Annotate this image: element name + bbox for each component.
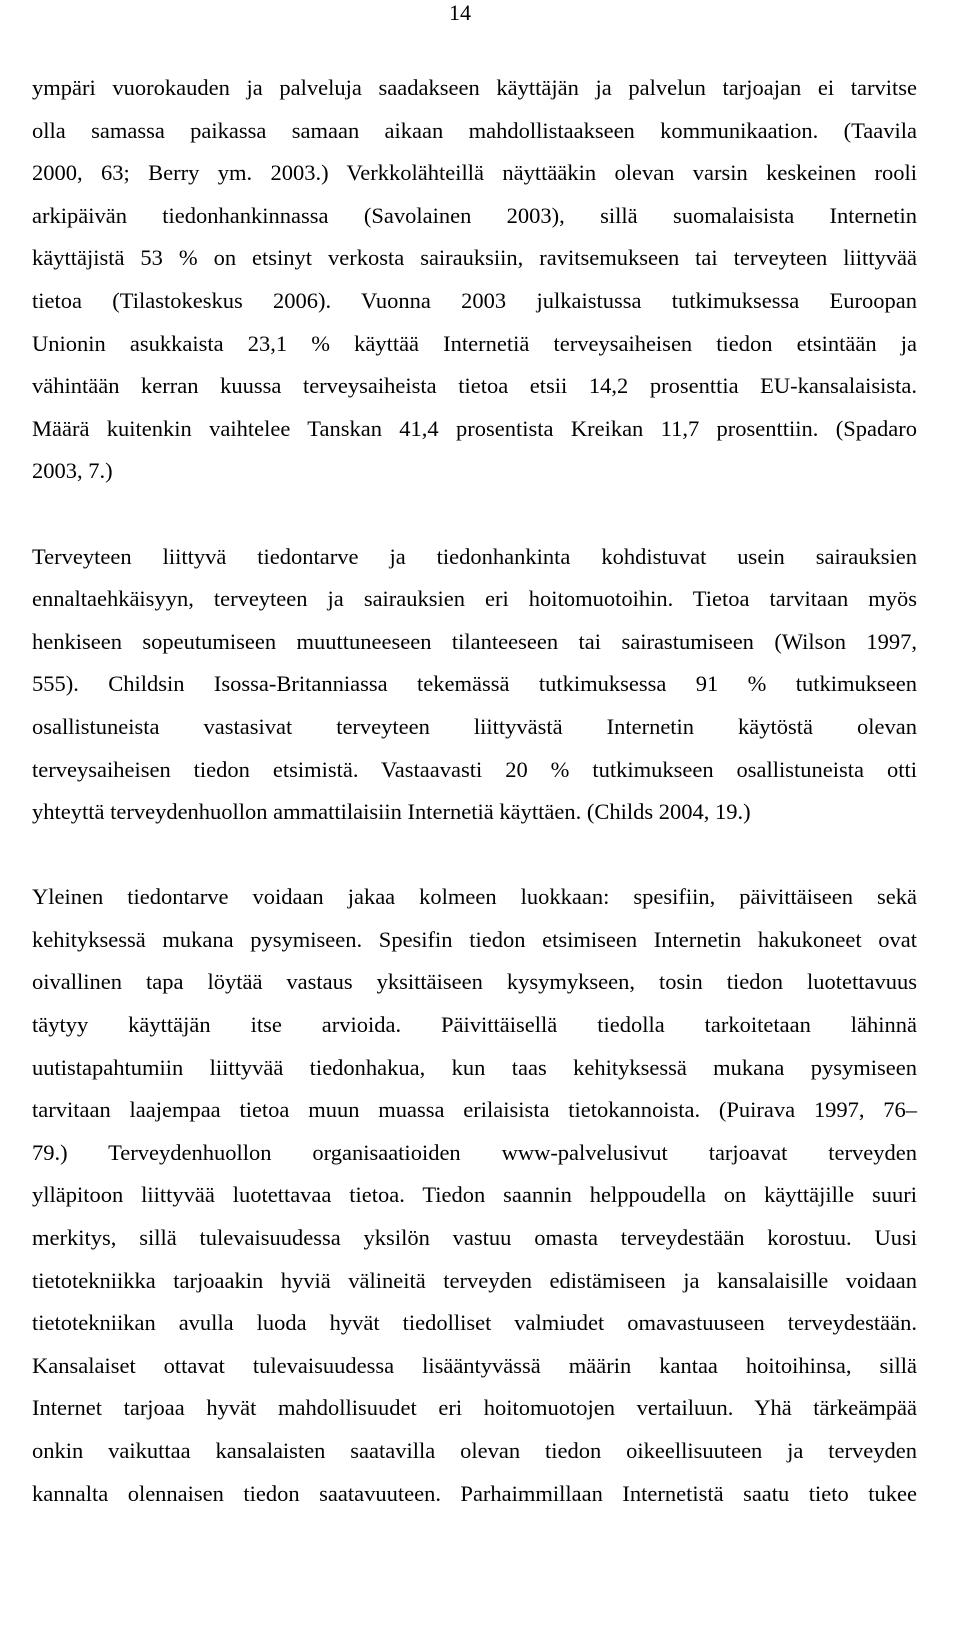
text-line: merkitys, sillä tulevaisuudessa yksilön vastuu omasta terveydestään korostuu. Uusi [32,1225,917,1251]
paragraph-3 [32,879,917,1518]
text-line: olla samassa paikassa samaan aikaan mahdollistaakseen kommunikaation. (Taavila [32,117,917,143]
text-line: vähintään kerran kuussa terveysaiheista tietoa etsii 14,2 prosenttia EU-kansalaisista. [32,373,917,399]
text-line: henkiseen sopeutumiseen muuttuneeseen tilanteeseen tai sairastumiseen (Wilson 1997, [32,628,917,654]
text-line: tietotekniikka tarjoaakin hyviä välineitä terveyden edistämiseen ja kansalaisille voidaan [32,1267,917,1293]
text-line: ympäri vuorokauden ja palveluja saadakseen käyttäjän ja palvelun tarjoajan ei tarvitse [32,75,917,100]
page-number: 14 [449,0,471,25]
text-line: arkipäivän tiedonhankinnassa (Savolainen 2003), sillä suomalaisista Internetin [32,202,917,228]
paragraph-1 [32,70,917,496]
text-line: Unionin asukkaista 23,1 % käyttää Internetiä terveysaiheisen tiedon etsintään ja [32,330,917,356]
text-line: onkin vaikuttaa kansalaisten saatavilla olevan tiedon oikeellisuuteen ja terveyden [32,1438,917,1463]
body-text [32,70,917,1518]
paragraph-spacer [32,496,917,539]
text-line: käyttäjistä 53 % on etsinyt verkosta sairauksiin, ravitsemukseen tai terveyteen liittyvää [32,245,917,271]
text-line: 79.) Terveydenhuollon organisaatioiden www-palvelusivut tarjoavat terveyden [32,1139,917,1165]
text-line: osallistuneista vastasivat terveyteen liittyvästä Internetin käytöstä olevan [32,713,917,739]
text-line: Yleinen tiedontarve voidaan jakaa kolmeen luokkaan: spesifiin, päivittäiseen sekä [32,884,917,910]
text-line: tietotekniikan avulla luoda hyvät tiedolliset valmiudet omavastuuseen terveydestään. [32,1310,917,1336]
text-line: tietoa (Tilastokeskus 2006). Vuonna 2003 julkaistussa tutkimuksessa Euroopan [32,287,917,313]
text-line: tarvitaan laajempaa tietoa muun muassa erilaisista tietokannoista. (Puirava 1997, 76– [32,1097,917,1123]
paragraph-2 [32,539,917,837]
text-line: 2003, 7.) [32,458,113,484]
text-line: täytyy käyttäjän itse arvioida. Päivittäisellä tiedolla tarkoitetaan lähinnä [32,1012,917,1038]
text-line: Internet tarjoaa hyvät mahdollisuudet eri hoitomuotojen vertailuun. Yhä tärkeämpää [32,1395,917,1421]
text-line: kannalta olennaisen tiedon saatavuuteen. Parhaimmillaan Internetistä saatu tieto tukee [32,1480,917,1506]
text-line: oivallinen tapa löytää vastaus yksittäiseen kysymykseen, tosin tiedon luotettavuus [32,969,917,995]
text-line: terveysaiheisen tiedon etsimistä. Vastaavasti 20 % tutkimukseen osallistuneista otti [32,756,917,782]
text-line: Kansalaiset ottavat tulevaisuudessa lisääntyvässä määrin kantaa hoitoihinsa, sillä [32,1352,917,1378]
text-line: ennaltaehkäisyyn, terveyteen ja sairauksien eri hoitomuotoihin. Tietoa tarvitaan myös [32,586,917,612]
text-line: ylläpitoon liittyvää luotettavaa tietoa. Tiedon saannin helppoudella on käyttäjille suuri [32,1182,917,1208]
paragraph-spacer [32,837,917,880]
text-line: 555). Childsin Isossa-Britanniassa tekemässä tutkimuksessa 91 % tutkimukseen [32,671,917,697]
text-line: yhteyttä terveydenhuollon ammattilaisiin Internetiä käyttäen. (Childs 2004, 19.) [32,799,751,825]
text-line: 2000, 63; Berry ym. 2003.) Verkkolähteillä näyttääkin olevan varsin keskeinen rooli [32,160,917,186]
text-line: Terveyteen liittyvä tiedontarve ja tiedonhankinta kohdistuvat usein sairauksien [32,543,917,569]
text-line: Määrä kuitenkin vaihtelee Tanskan 41,4 prosentista Kreikan 11,7 prosenttiin. (Spadaro [32,415,917,441]
text-line: kehityksessä mukana pysymiseen. Spesifin tiedon etsimiseen Internetin hakukoneet ovat [32,926,917,952]
text-line: uutistapahtumiin liittyvää tiedonhakua, kun taas kehityksessä mukana pysymiseen [32,1054,917,1080]
